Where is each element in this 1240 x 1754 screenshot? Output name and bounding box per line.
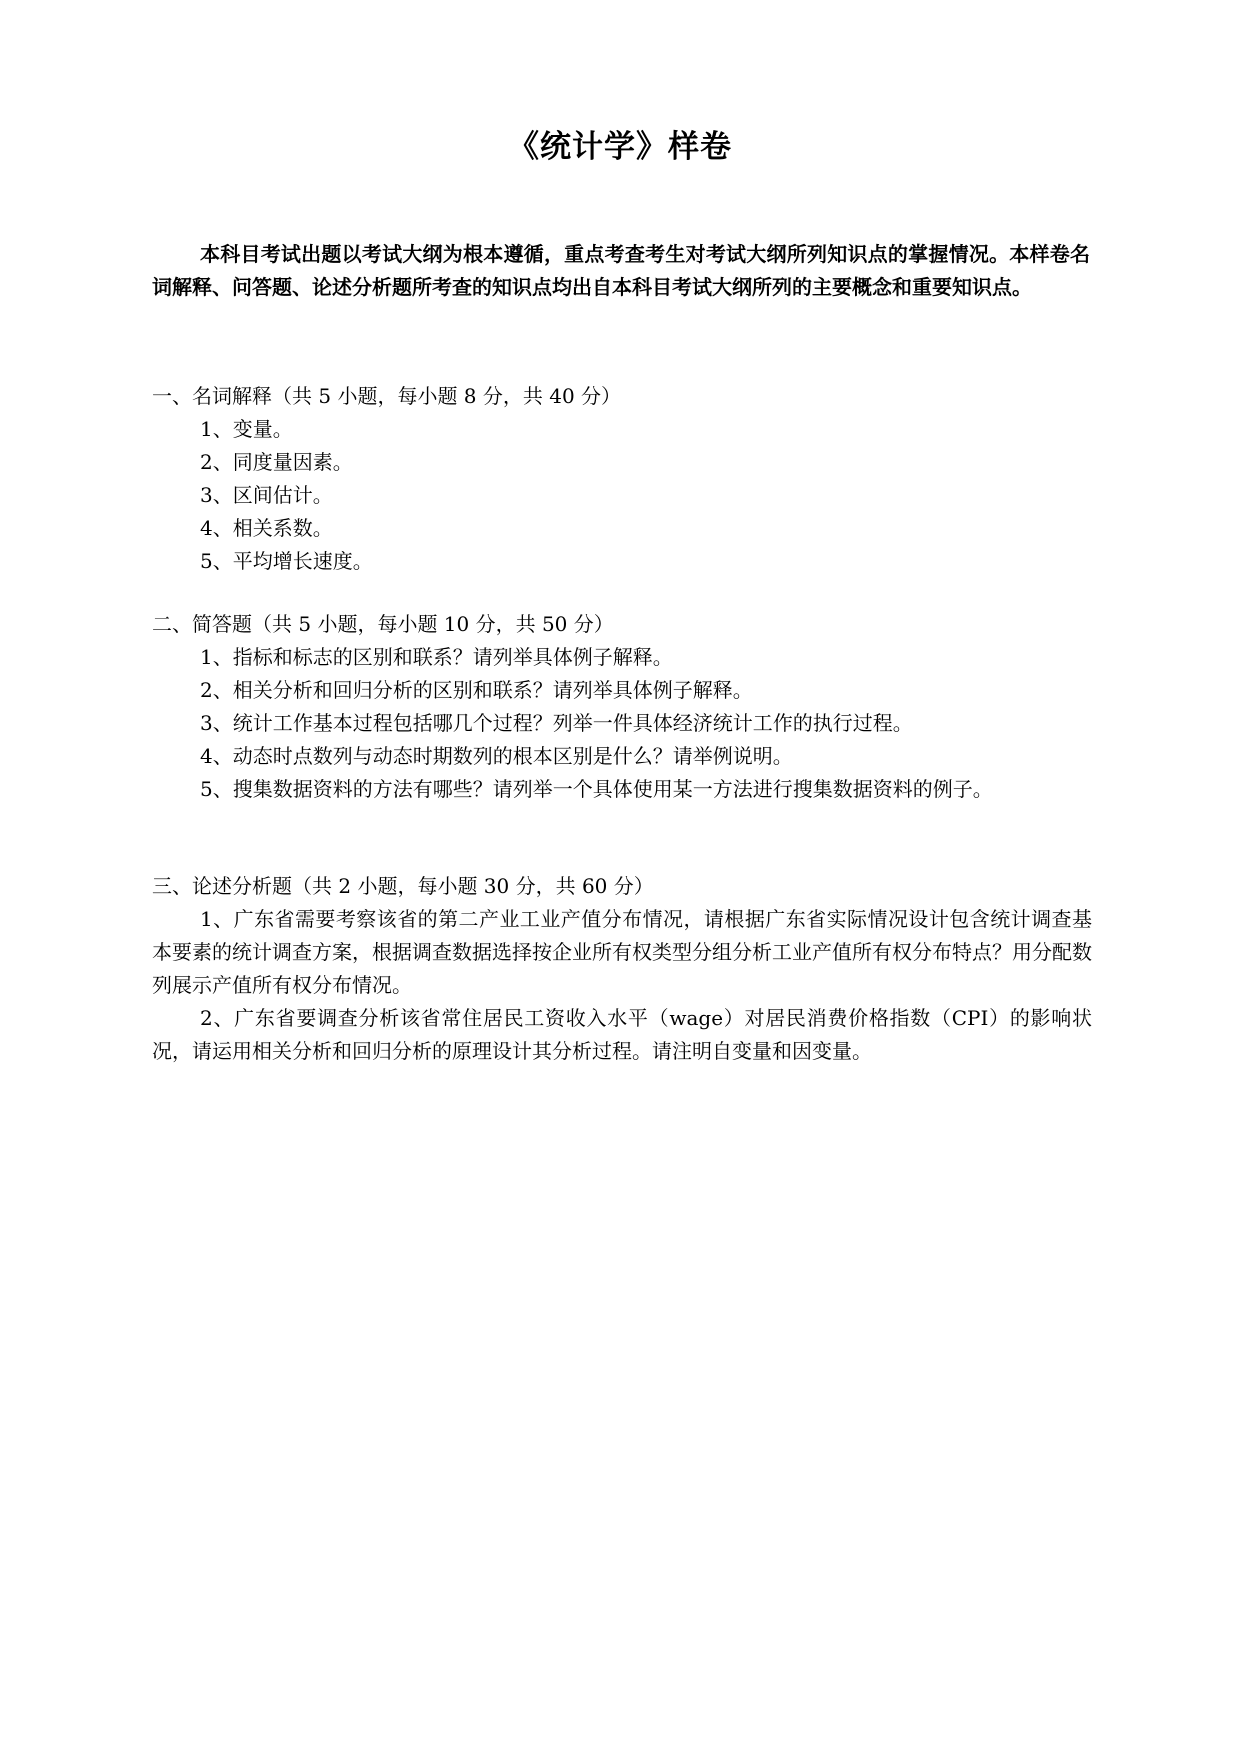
question-item: 1、变量。 <box>200 417 293 441</box>
question-item: 4、动态时点数列与动态时期数列的根本区别是什么？请举例说明。 <box>200 744 793 768</box>
question-item: 4、相关系数。 <box>200 516 333 540</box>
question-item: 1、指标和标志的区别和联系？请列举具体例子解释。 <box>200 645 673 669</box>
question-item: 1、广东省需要考察该省的第二产业工业产值分布情况，请根据广东省实际情况设计包含统计调查基本要素的统计调查方案，根据调查数据选择按企业所有权类型分组分析工业产值所有权分布特点？用分配数列展示产值所有权分布情况。 <box>152 907 1092 997</box>
question-item: 5、搜集数据资料的方法有哪些？请列举一个具体使用某一方法进行搜集数据资料的例子。 <box>200 777 993 801</box>
section-heading: 一、名词解释（共 5 小题，每小题 8 分，共 40 分） <box>152 384 622 408</box>
section-essay-analysis <box>152 870 1092 1068</box>
intro-paragraph: 本科目考试出题以考试大纲为根本遵循，重点考查考生对考试大纲所列知识点的掌握情况。本样卷名词解释、问答题、论述分析题所考查的知识点均出自本科目考试大纲所列的主要概念和重要知识点。 <box>152 242 1090 299</box>
section-term-definitions <box>152 380 1092 578</box>
document-title: 《统计学》样卷 <box>508 129 732 165</box>
question-item: 2、相关分析和回归分析的区别和联系？请列举具体例子解释。 <box>200 678 753 702</box>
question-item: 3、区间估计。 <box>200 483 333 507</box>
section-heading: 二、简答题（共 5 小题，每小题 10 分，共 50 分） <box>152 612 614 636</box>
section-short-answer <box>152 608 1092 806</box>
question-item: 3、统计工作基本过程包括哪几个过程？列举一件具体经济统计工作的执行过程。 <box>200 711 913 735</box>
question-item: 2、广东省要调查分析该省常住居民工资收入水平（wage）对居民消费价格指数（CPI）的影响状况，请运用相关分析和回归分析的原理设计其分析过程。请注明自变量和因变量。 <box>152 1006 1092 1063</box>
section-heading: 三、论述分析题（共 2 小题，每小题 30 分，共 60 分） <box>152 874 654 898</box>
question-item: 2、同度量因素。 <box>200 450 353 474</box>
question-item: 5、平均增长速度。 <box>200 549 373 573</box>
